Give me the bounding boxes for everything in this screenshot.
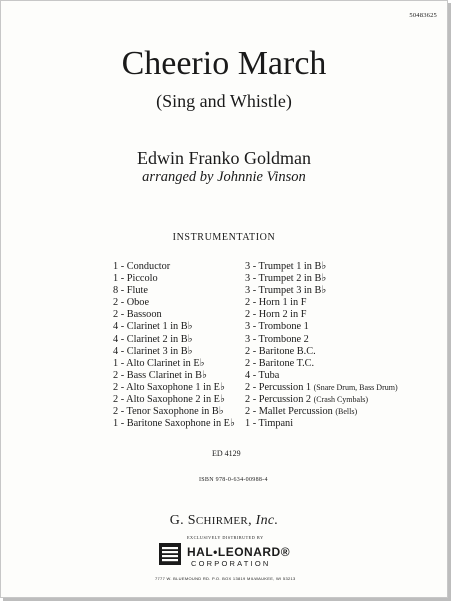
distributor-address: 7777 W. BLUEMOUND RD. P.O. BOX 13819 MILWAUKEE, WI 53213 <box>155 576 296 581</box>
instrument-label: 2 - Horn 1 in F <box>245 297 307 309</box>
instrument-item: 1 - Piccolo <box>113 273 158 285</box>
instrument-item: 8 - Flute <box>113 285 148 297</box>
instrument-item: 4 - Clarinet 1 in B♭ <box>113 321 193 333</box>
instrument-item: 1 - Conductor <box>113 261 171 272</box>
instrument-label: 2 - Baritone B.C. <box>245 345 316 357</box>
publisher: G. SCHIRMER, Inc. <box>169 513 279 528</box>
instrument-label: 3 - Trumpet 1 in B♭ <box>245 261 327 272</box>
instrumentation-column-2 <box>245 261 398 430</box>
instrument-label: 2 - Baritone T.C. <box>245 357 315 369</box>
instrument-item: 2 - Bassoon <box>113 309 162 321</box>
instrumentation-heading: INSTRUMENTATION <box>172 232 276 243</box>
instrument-item: 2 - Oboe <box>113 297 150 309</box>
instrument-label: 4 - Tuba <box>245 369 280 381</box>
instrument-label: 3 - Trombone 1 <box>245 321 309 333</box>
instrument-item: 2 - Tenor Saxophone in B♭ <box>113 406 224 418</box>
instrument-item: 4 - Clarinet 2 in B♭ <box>113 333 193 345</box>
hal-leonard-logo-icon <box>159 543 181 565</box>
instrument-label: 3 - Trumpet 2 in B♭ <box>245 273 327 285</box>
instrument-label: 2 - Horn 2 in F <box>245 309 307 321</box>
subtitle: (Sing and Whistle) <box>156 91 292 111</box>
instrument-item <box>245 370 398 382</box>
instrument-item <box>245 297 398 309</box>
instrument-item: 2 - Alto Saxophone 2 in E♭ <box>113 394 225 406</box>
distributor-name: HAL•LEONARD® <box>187 545 291 559</box>
instrument-item <box>245 382 398 394</box>
instrument-item <box>245 406 398 418</box>
instrument-label: 2 - Mallet Percussion <box>245 406 336 418</box>
instrument-note: (Snare Drum, Bass Drum) <box>313 382 398 392</box>
instrument-item <box>245 418 398 430</box>
distributor-corporation: CORPORATION <box>191 559 271 568</box>
instrument-item <box>245 358 398 370</box>
instrument-note: (Bells) <box>335 407 358 417</box>
instrument-note: (Crash Cymbals) <box>313 395 369 405</box>
instrument-item <box>245 321 398 333</box>
instrument-item <box>245 261 398 273</box>
instrument-item: 1 - Alto Clarinet in E♭ <box>113 357 205 369</box>
catalog-number: 50483625 <box>409 12 437 19</box>
instrument-item: 2 - Alto Saxophone 1 in E♭ <box>113 381 225 393</box>
instrument-item <box>245 394 398 406</box>
instrument-item: 4 - Clarinet 3 in B♭ <box>113 345 193 357</box>
isbn: ISBN 978-0-634-00988-4 <box>199 477 268 483</box>
instrument-label: 2 - Percussion 2 <box>245 394 314 406</box>
instrument-item <box>245 309 398 321</box>
arranger: arranged by Johnnie Vinson <box>142 169 306 185</box>
instrument-item <box>245 346 398 358</box>
instrument-item <box>245 273 398 285</box>
instrument-label: 3 - Trumpet 3 in B♭ <box>245 285 327 297</box>
composer: Edwin Franko Goldman <box>137 148 311 168</box>
instrument-label: 3 - Trombone 2 <box>245 333 309 345</box>
instrument-item <box>245 334 398 346</box>
instrument-item: 2 - Bass Clarinet in B♭ <box>113 369 207 381</box>
title: Cheerio March <box>121 45 327 82</box>
distributor-label: EXCLUSIVELY DISTRIBUTED BY <box>187 535 264 540</box>
instrument-label: 1 - Timpani <box>245 418 294 430</box>
instrument-item: 1 - Baritone Saxophone in E♭ <box>113 418 235 430</box>
hal-leonard-block <box>157 541 305 587</box>
instrument-label: 2 - Percussion 1 <box>245 381 314 393</box>
instrumentation-column-1 <box>113 261 235 430</box>
instrument-item <box>245 285 398 297</box>
edition-number: ED 4129 <box>212 449 241 458</box>
